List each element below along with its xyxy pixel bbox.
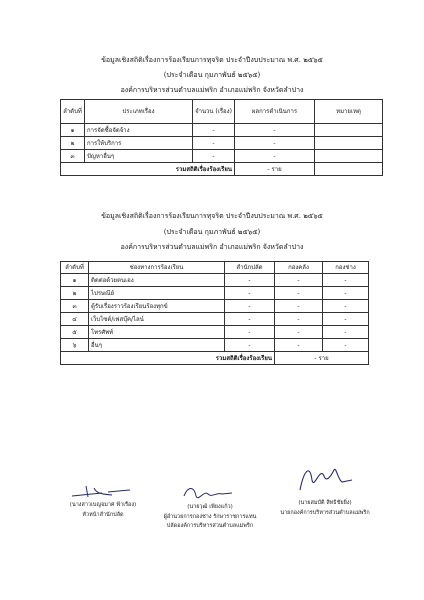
row-engineering: -: [323, 339, 369, 352]
row-finance: -: [275, 287, 323, 300]
row-engineering: -: [323, 300, 369, 313]
row-type: การจัดซื้อจัดจ้าง: [85, 124, 193, 137]
row-no: ๓: [61, 150, 85, 163]
row-office: -: [225, 300, 275, 313]
header-finance: กองคลัง: [275, 262, 323, 274]
signature-position-3: นายกองค์การบริหารส่วนตำบลแม่พริก: [280, 510, 370, 516]
table-row: [61, 274, 369, 287]
row-result: -: [235, 137, 315, 150]
row-office: -: [225, 339, 275, 352]
table-row: [61, 150, 383, 163]
row-count: -: [193, 137, 235, 150]
row-channel: ไปรษณีย์: [89, 287, 225, 300]
total-empty: [315, 163, 383, 176]
row-count: -: [193, 124, 235, 137]
row-result: -: [235, 124, 315, 137]
row-finance: -: [275, 326, 323, 339]
total-row: [61, 163, 383, 176]
row-channel: ตู้รับเรื่องราวร้องเรียนร้องทุกข์: [89, 300, 225, 313]
header-count: จำนวน (เรื่อง): [193, 100, 235, 124]
row-office: -: [225, 326, 275, 339]
row-note: [315, 150, 383, 163]
table-row: [61, 124, 383, 137]
total-value: - ราย: [275, 352, 369, 365]
total-value: - ราย: [235, 163, 315, 176]
header-office: สำนักปลัด: [225, 262, 275, 274]
header-engineering: กองช่าง: [323, 262, 369, 274]
table-row: [61, 300, 369, 313]
row-no: ๒: [61, 287, 89, 300]
row-engineering: -: [323, 326, 369, 339]
row-no: ๒: [61, 137, 85, 150]
row-channel: ติดต่อด้วยตนเอง: [89, 274, 225, 287]
table-row: [61, 287, 369, 300]
row-channel: อื่นๆ: [89, 339, 225, 352]
row-channel: เว็บไซต์/เฟสบุ๊ค/ไลน์: [89, 313, 225, 326]
row-engineering: -: [323, 313, 369, 326]
row-result: -: [235, 150, 315, 163]
report2-month: (ประจำเดือน กุมภาพันธ์ ๒๕๖๕): [163, 228, 261, 236]
row-count: -: [193, 150, 235, 163]
row-finance: -: [275, 300, 323, 313]
report2-title: ข้อมูลเชิงสถิติเรื่องการร้องเรียนการทุจริต ประจำปีงบประมาณ พ.ศ. ๒๕๖๕: [101, 212, 323, 220]
row-office: -: [225, 274, 275, 287]
header-no: ลำดับที่: [61, 262, 89, 274]
report1-month: (ประจำเดือน กุมภาพันธ์ ๒๕๖๕): [163, 71, 261, 79]
signature-name-2: (นายวุฒิ เพียงแก้ว): [187, 504, 233, 510]
report1-table: [60, 99, 383, 176]
signature-position-1: หัวหน้าสำนักปลัด: [82, 512, 124, 518]
header-result: ผลการดำเนินการ: [235, 100, 315, 124]
signature-name-3: (นายสมบัติ สิทธิชัยยิ่ง): [298, 500, 352, 506]
table-row: [61, 313, 369, 326]
total-row: [61, 352, 369, 365]
row-no: ๕: [61, 326, 89, 339]
row-finance: -: [275, 313, 323, 326]
row-engineering: -: [323, 287, 369, 300]
signature-mark-3: [290, 460, 360, 498]
row-office: -: [225, 287, 275, 300]
header-no: ลำดับที่: [61, 100, 85, 124]
row-channel: โทรศัพท์: [89, 326, 225, 339]
row-office: -: [225, 313, 275, 326]
header-type: ประเภทเรื่อง: [85, 100, 193, 124]
report1-title: ข้อมูลเชิงสถิติเรื่องการร้องเรียนการทุจริต ประจำปีงบประมาณ พ.ศ. ๒๕๖๕: [101, 56, 323, 64]
signature-position-2: ผู้อำนวยการกองช่าง รักษาราชการแทน: [163, 514, 257, 520]
row-no: ๑: [61, 274, 89, 287]
signature-mark-1: [68, 480, 138, 502]
row-no: ๑: [61, 124, 85, 137]
row-engineering: -: [323, 274, 369, 287]
total-label: รวมสถิติเรื่องร้องเรียน: [61, 163, 235, 176]
signature-mark-2: [178, 482, 238, 504]
signature-name-1: (นางสาวเบญจมาศ ฟ้าเรือง): [69, 502, 137, 508]
row-no: ๔: [61, 313, 89, 326]
row-finance: -: [275, 339, 323, 352]
total-label: รวมสถิติเรื่องร้องเรียน: [61, 352, 275, 365]
row-type: ปัญหาอื่นๆ: [85, 150, 193, 163]
row-note: [315, 137, 383, 150]
table-row: [61, 339, 369, 352]
table-row: [61, 326, 369, 339]
row-finance: -: [275, 274, 323, 287]
header-channel: ช่องทางการร้องเรียน: [89, 262, 225, 274]
report2-org: องค์การบริหารส่วนตำบลแม่พริก อำเภอแม่พริก จังหวัดลำปาง: [120, 243, 304, 251]
row-no: ๓: [61, 300, 89, 313]
report1-org: องค์การบริหารส่วนตำบลแม่พริก อำเภอแม่พริก จังหวัดลำปาง: [120, 86, 304, 94]
table-row: [61, 137, 383, 150]
report2-table: [60, 261, 369, 365]
row-type: การให้บริการ: [85, 137, 193, 150]
row-no: ๖: [61, 339, 89, 352]
row-note: [315, 124, 383, 137]
header-note: หมายเหตุ: [315, 100, 383, 124]
signature-position-2-line2: ปลัดองค์การบริหารส่วนตำบลแม่พริก: [166, 523, 254, 529]
